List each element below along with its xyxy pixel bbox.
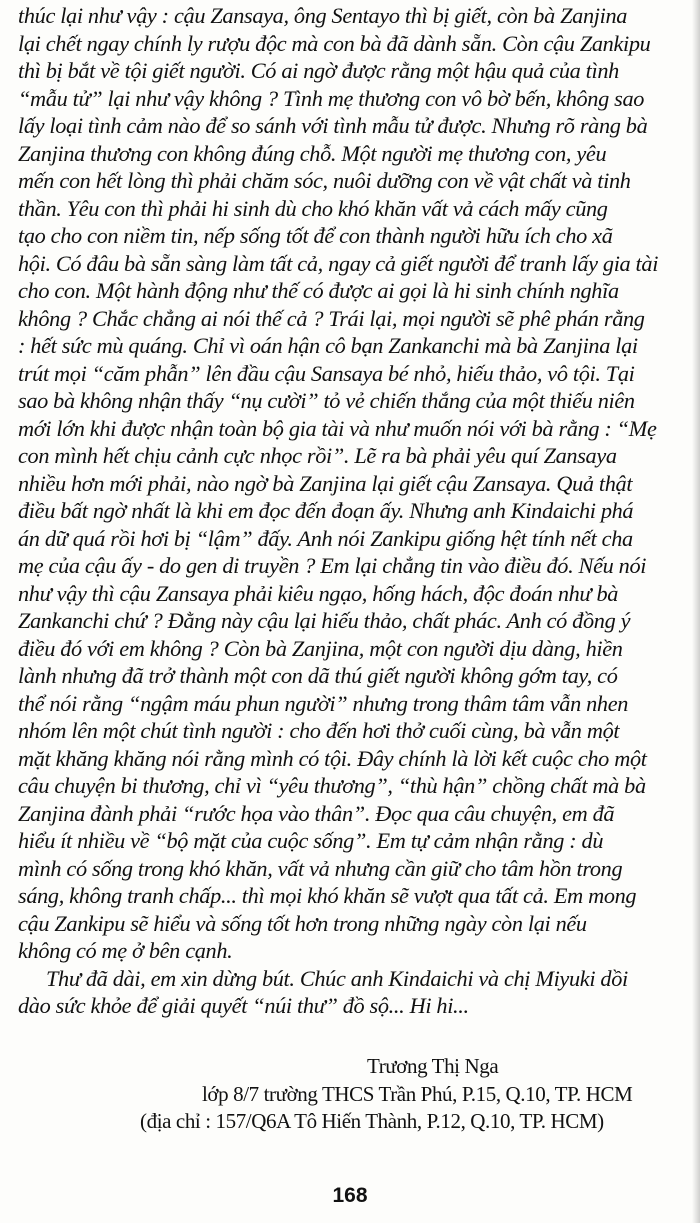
body-line: không ? Chắc chẳng ai nói thế cả ? Trái lại, mọi người sẽ phê phán rằng	[18, 305, 645, 331]
body-line: án dữ quá rồi hơi bị “lậm” đấy. Anh nói Zankipu giống hệt tính nết cha	[18, 525, 633, 551]
body-line: : hết sức mù quáng. Chỉ vì oán hận cô bạn Zankanchi mà bà Zanjina lại	[18, 333, 638, 358]
signature-name: Trương Thị Nga	[367, 1054, 499, 1078]
body-line: lại chết ngay chính ly rượu độc mà con bà đã dành sẵn. Còn cậu Zankipu	[18, 30, 651, 56]
body-line: hiểu ít nhiều về “bộ mặt của cuộc sống”. Em tự cảm nhận rằng : dù	[18, 828, 604, 853]
body-line: nhiều hơn mới phải, nào ngờ bà Zanjina lại giết cậu Zansaya. Quả thật	[18, 470, 633, 496]
body-line: sáng, không tranh chấp... thì mọi khó khăn sẽ vượt qua tất cả. Em mong	[18, 883, 637, 908]
body-line: mình có sống trong khó khăn, vất vả nhưng cần giữ cho tâm hồn trong	[18, 855, 623, 881]
body-line: hội. Có đâu bà sẵn sàng làm tất cả, ngay cả giết người để tranh lấy gia tài	[18, 250, 659, 276]
body-line: nhóm lên một chút tình người : cho đến hơi thở cuối cùng, bà vẫn một	[18, 718, 620, 743]
letter-body	[18, 2, 690, 1020]
body-line: con mình hết chịu cảnh cực nhọc rồi”. Lẽ ra bà phải yêu quí Zansaya	[18, 443, 617, 468]
body-line: thì bị bắt về tội giết người. Có ai ngờ được rằng một hậu quả của tình	[18, 58, 619, 83]
body-line: sao bà không nhận thấy “nụ cười” tỏ vẻ chiến thắng của một thiếu niên	[18, 388, 635, 413]
body-line: thúc lại như vậy : cậu Zansaya, ông Sentayo thì bị giết, còn bà Zanjina	[18, 3, 628, 28]
page-edge-shadow	[692, 0, 700, 1223]
body-line: Zanjina thương con không đúng chỗ. Một người mẹ thương con, yêu	[18, 140, 607, 166]
body-line: như vậy thì cậu Zansaya phải kiêu ngạo, hống hách, độc đoán như bà	[18, 580, 619, 606]
body-line: cho con. Một hành động như thế có được ai gọi là hi sinh chính nghĩa	[18, 278, 619, 303]
body-line: Zanjina đành phải “rước họa vào thân”. Đọc qua câu chuyện, em đã	[18, 800, 615, 826]
body-line: lấy loại tình cảm nào để so sánh với tình mẫu tử được. Nhưng rõ ràng bà	[18, 113, 648, 138]
body-line: Zankanchi chứ ? Đằng này cậu lại hiếu thảo, chất phác. Anh có đồng ý	[18, 608, 631, 633]
body-line: điều bất ngờ nhất là khi em đọc đến đoạn ấy. Nhưng anh Kindaichi phá	[18, 498, 634, 523]
page-number: 168	[332, 1184, 368, 1207]
body-line: mới lớn khi được nhận toàn bộ gia tài và như muốn nói với bà rằng : “Mẹ	[18, 415, 657, 441]
body-line: “mẫu tử” lại như vậy không ? Tình mẹ thương con vô bờ bến, không sao	[18, 85, 645, 111]
body-line: thể nói rằng “ngậm máu phun người” nhưng trong thâm tâm vẫn nhen	[18, 690, 629, 716]
closing-line: Thư đã dài, em xin dừng bút. Chúc anh Kindaichi và chị Miyuki dồi	[46, 965, 628, 991]
body-line: câu chuyện bi thương, chỉ vì “yêu thương”, “thù hận” chồng chất mà bà	[18, 773, 646, 798]
signature-address: (địa chỉ : 157/Q6A Tô Hiến Thành, P.12, Q.10, TP. HCM)	[140, 1109, 604, 1133]
body-line: trút mọi “căm phẫn” lên đầu cậu Sansaya bé nhỏ, hiếu thảo, vô tội. Tại	[18, 360, 635, 386]
body-line: điều đó với em không ? Còn bà Zanjina, một con người dịu dàng, hiền	[18, 635, 623, 661]
body-line: mẹ của cậu ấy - do gen di truyền ? Em lại chẳng tin vào điều đó. Nếu nói	[18, 553, 647, 578]
body-line: lành nhưng đã trở thành một con dã thú giết người không gớm tay, có	[18, 663, 618, 688]
closing-line: dào sức khỏe để giải quyết “núi thư” đồ sộ... Hi hi...	[18, 993, 469, 1018]
body-line: mặt khăng khăng nói rằng mình có tội. Đây chính là lời kết cuộc cho một	[18, 745, 647, 771]
body-line: thần. Yêu con thì phải hi sinh dù cho khó khăn vất vả cách mấy cũng	[18, 195, 608, 221]
body-line: mến con hết lòng thì phải chăm sóc, nuôi dưỡng con về vật chất và tinh	[18, 168, 631, 193]
body-line: không có mẹ ở bên cạnh.	[18, 938, 233, 963]
body-line: tạo cho con niềm tin, nếp sống tốt để con thành người hữu ích cho xã	[18, 223, 613, 248]
body-line: cậu Zankipu sẽ hiểu và sống tốt hơn trong những ngày còn lại nếu	[18, 910, 587, 936]
signature-school: lớp 8/7 trường THCS Trần Phú, P.15, Q.10, TP. HCM	[202, 1081, 633, 1106]
signature-block	[0, 1053, 700, 1136]
